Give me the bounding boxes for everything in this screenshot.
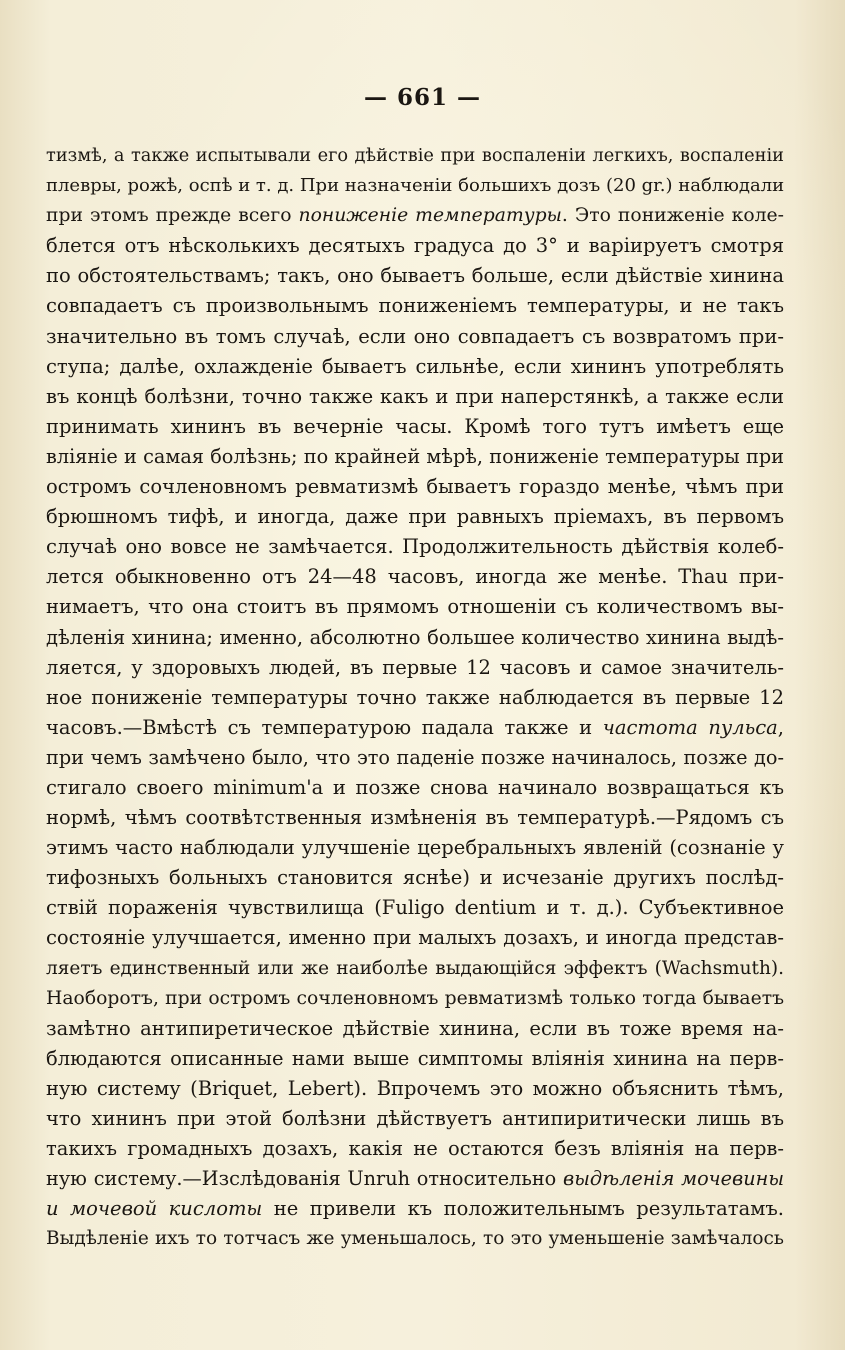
text-line bbox=[46, 442, 784, 472]
text-line bbox=[46, 141, 784, 171]
line-text: плевры, рожѣ, оспѣ и т. д. При назначеніи большихъ дозъ (20 gr.) наблюдали bbox=[46, 175, 784, 197]
line-text: принимать хининъ въ вечерніе часы. Кромѣ того тутъ имѣетъ еще bbox=[46, 414, 784, 438]
line-text: по обстоятельствамъ; такъ, оно бываетъ больше, если дѣйствіе хинина bbox=[46, 264, 784, 288]
line-text: лется обыкновенно отъ 24—48 часовъ, иногда же менѣе. Thau при- bbox=[46, 565, 784, 589]
line-text: при чемъ замѣчено было, что это паденіе позже начиналось, позже до- bbox=[46, 745, 784, 769]
text-line bbox=[46, 1104, 784, 1134]
page-number: — 661 — bbox=[363, 84, 482, 111]
line-text: тифозныхъ больныхъ становится яснѣе) и исчезаніе другихъ послѣд- bbox=[46, 866, 784, 890]
line-text: этимъ часто наблюдали улучшеніе церебральныхъ явленій (сознаніе у bbox=[46, 836, 784, 860]
text-line bbox=[46, 1164, 784, 1194]
emphasis-text: и мочевой кислоты bbox=[46, 1197, 263, 1221]
text-line bbox=[46, 863, 784, 893]
line-text: замѣтно антипиретическое дѣйствіе хинина, если въ тоже время на- bbox=[46, 1016, 784, 1040]
text-line bbox=[46, 412, 784, 442]
line-text: ную систему.—Изслѣдованія Unruh относительно bbox=[46, 1167, 564, 1191]
line-text: совпадаетъ съ произвольнымъ пониженіемъ температуры, и не такъ bbox=[46, 294, 784, 318]
text-line bbox=[46, 201, 784, 231]
line-text: состояніе улучшается, именно при малыхъ дозахъ, и иногда представ- bbox=[46, 926, 784, 950]
line-text: не привели къ положительнымъ результатамъ. bbox=[262, 1197, 784, 1221]
text-line bbox=[46, 291, 784, 321]
text-line bbox=[46, 984, 784, 1014]
line-text: ную систему (Briquet, Lebert). Впрочемъ это можно объяснить тѣмъ, bbox=[46, 1076, 784, 1100]
line-text: тизмѣ, а также испытывали его дѣйствіе при воспаленіи легкихъ, воспаленіи bbox=[46, 146, 784, 166]
line-text: случаѣ оно вовсе не замѣчается. Продолжительность дѣйствія колеб- bbox=[46, 535, 784, 559]
emphasis-text: пониженіе температуры bbox=[298, 205, 562, 227]
text-line bbox=[46, 743, 784, 773]
line-text: брюшномъ тифѣ, и иногда, даже при равныхъ пріемахъ, въ первомъ bbox=[46, 505, 784, 529]
line-text: нимаетъ, что она стоитъ въ прямомъ отношеніи съ количествомъ вы- bbox=[46, 595, 784, 619]
line-text: остромъ сочленовномъ ревматизмѣ бываетъ гораздо менѣе, чѣмъ при bbox=[46, 475, 784, 499]
line-text: , bbox=[777, 715, 784, 739]
text-line bbox=[46, 1134, 784, 1164]
text-line bbox=[46, 1014, 784, 1044]
line-text: ляетъ единственный или же наиболѣе выдающійся эффектъ (Wachsmuth). bbox=[46, 957, 784, 979]
text-line bbox=[46, 1044, 784, 1074]
text-line bbox=[46, 231, 784, 261]
text-line bbox=[46, 833, 784, 863]
text-line bbox=[46, 1074, 784, 1104]
text-line bbox=[46, 773, 784, 803]
emphasis-text: частота пульса bbox=[602, 715, 778, 739]
text-line bbox=[46, 954, 784, 984]
text-line bbox=[46, 803, 784, 833]
line-text: вліяніе и самая болѣзнь; по крайней мѣрѣ, пониженіе температуры при bbox=[46, 444, 784, 468]
line-text: блюдаются описанные нами выше симптомы вліянія хинина на перв- bbox=[46, 1046, 784, 1070]
text-line bbox=[46, 623, 784, 653]
line-text: стигало своего minimum'a и позже снова начинало возвращаться къ bbox=[46, 775, 784, 799]
line-text: часовъ.—Вмѣстѣ съ температурою падала также и bbox=[46, 715, 603, 739]
line-text: Выдѣленіе ихъ то тотчасъ же уменьшалось, то это уменьшеніе замѣчалось bbox=[46, 1228, 784, 1250]
line-text: дѣленія хинина; именно, абсолютно большее количество хинина выдѣ- bbox=[46, 625, 784, 649]
text-line bbox=[46, 562, 784, 592]
text-line bbox=[46, 923, 784, 953]
text-line bbox=[46, 653, 784, 683]
text-line bbox=[46, 683, 784, 713]
text-line bbox=[46, 1194, 784, 1224]
text-line bbox=[46, 472, 784, 502]
text-line bbox=[46, 502, 784, 532]
line-text: ное пониженіе температуры точно также наблюдается въ первые 12 bbox=[46, 685, 784, 709]
line-text: блется отъ нѣсколькихъ десятыхъ градуса до 3° и варіируетъ смотря bbox=[46, 234, 784, 258]
line-text: Наоборотъ, при остромъ сочленовномъ ревматизмѣ только тогда бываетъ bbox=[46, 987, 784, 1009]
line-text: нормѣ, чѣмъ соотвѣтственныя измѣненія въ температурѣ.—Рядомъ съ bbox=[46, 806, 784, 830]
text-line bbox=[46, 382, 784, 412]
text-line bbox=[46, 171, 784, 201]
line-text: ствій пораженія чувствилища (Fuligo dentium и т. д.). Субъективное bbox=[46, 896, 784, 920]
line-text: ступа; далѣе, охлажденіе бываетъ сильнѣе, если хининъ употреблять bbox=[46, 354, 784, 378]
body-text bbox=[46, 141, 784, 1254]
text-line bbox=[46, 261, 784, 291]
line-text: что хининъ при этой болѣзни дѣйствуетъ антипиритически лишь въ bbox=[46, 1107, 784, 1130]
line-text: такихъ громадныхъ дозахъ, какія не остаются безъ вліянія на перв- bbox=[46, 1137, 784, 1161]
text-line bbox=[46, 713, 784, 743]
text-line bbox=[46, 893, 784, 923]
line-text: . Это пониженіе коле- bbox=[561, 205, 784, 227]
emphasis-text: выдѣленія мочевины bbox=[563, 1167, 784, 1191]
line-text: ляется, у здоровыхъ людей, въ первые 12 часовъ и самое значитель- bbox=[46, 655, 784, 679]
text-line bbox=[46, 352, 784, 382]
text-line bbox=[46, 322, 784, 352]
text-line bbox=[46, 532, 784, 562]
line-text: при этомъ прежде всего bbox=[46, 205, 299, 227]
line-text: въ концѣ болѣзни, точно также какъ и при наперстянкѣ, а также если bbox=[46, 384, 784, 408]
text-line bbox=[46, 1224, 784, 1254]
line-text: значительно въ томъ случаѣ, если оно совпадаетъ съ возвратомъ при- bbox=[46, 324, 784, 348]
text-line bbox=[46, 592, 784, 622]
